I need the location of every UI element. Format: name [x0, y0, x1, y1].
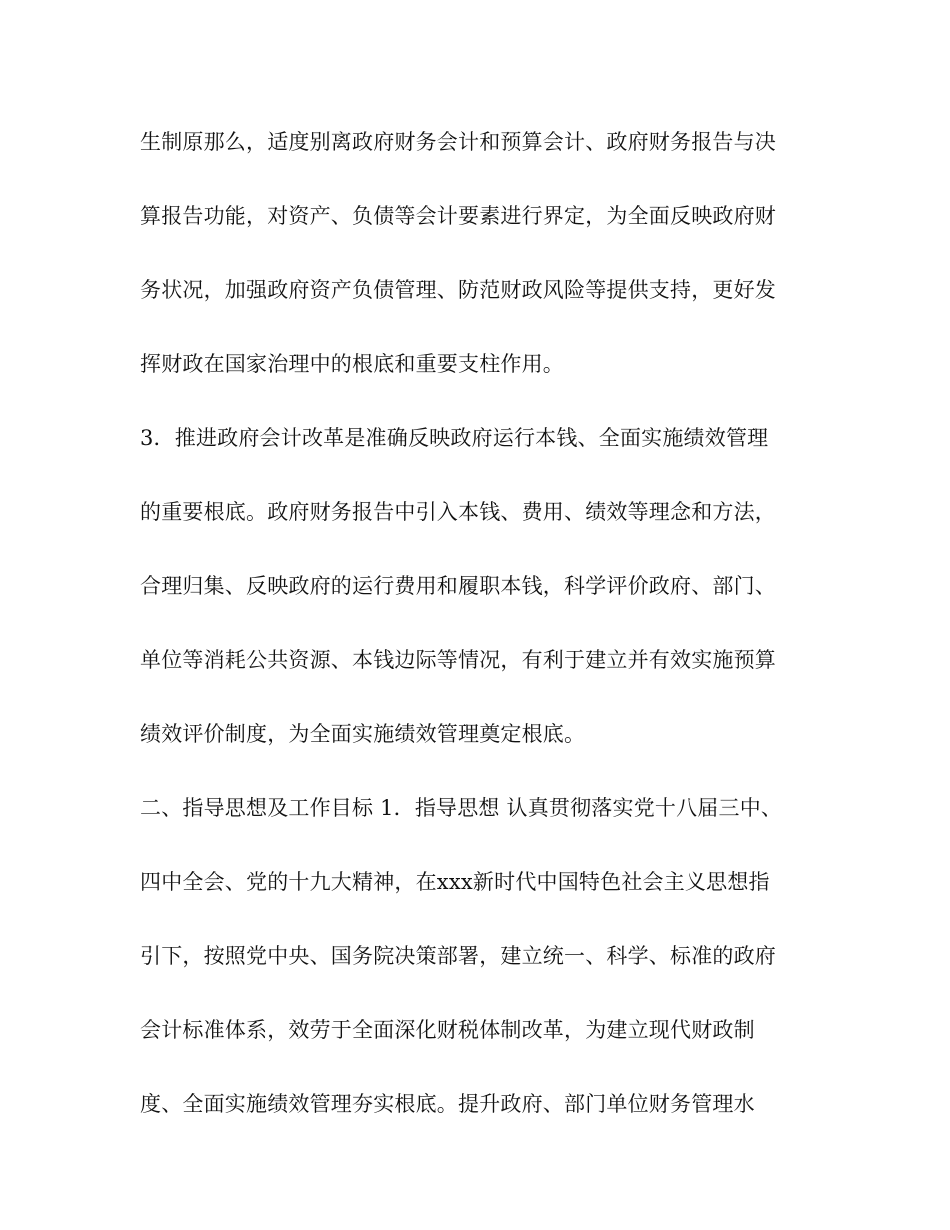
text-line-3: 务状况，加强政府资产负债管理、防范财政风险等提供支持，更好发 — [140, 278, 776, 302]
text-line-9: 绩效评价制度，为全面实施绩效管理奠定根底。 — [140, 722, 586, 746]
text-line-2: 算报告功能，对资产、负债等会计要素进行界定，为全面反映政府财 — [140, 204, 776, 228]
text-line-4: 挥财政在国家治理中的根底和重要支柱作用。 — [140, 352, 564, 376]
text-line-6: 的重要根底。政府财务报告中引入本钱、费用、绩效等理念和方法， — [140, 500, 776, 524]
text-line-5: 3．推进政府会计改革是准确反映政府运行本钱、全面实施绩效管理 — [140, 426, 769, 450]
text-line-8: 单位等消耗公共资源、本钱边际等情况，有利于建立并有效实施预算 — [140, 648, 776, 672]
text-line-13: 会计标准体系，效劳于全面深化财税体制改革，为建立现代财政制 — [140, 1018, 755, 1042]
text-line-10: 二、指导思想及工作目标 1．指导思想 认真贯彻落实党十八届三中、 — [140, 796, 783, 820]
text-line-7: 合理归集、反映政府的运行费用和履职本钱，科学评价政府、部门、 — [140, 574, 776, 598]
text-line-1: 生制原那么，适度别离政府财务会计和预算会计、政府财务报告与决 — [140, 130, 776, 154]
text-line-14: 度、全面实施绩效管理夯实根底。提升政府、部门单位财务管理水 — [140, 1092, 755, 1116]
text-line-11: 四中全会、党的十九大精神，在xxx新时代中国特色社会主义思想指 — [140, 870, 770, 894]
text-line-12: 引下，按照党中央、国务院决策部署，建立统一、科学、标准的政府 — [140, 944, 776, 968]
